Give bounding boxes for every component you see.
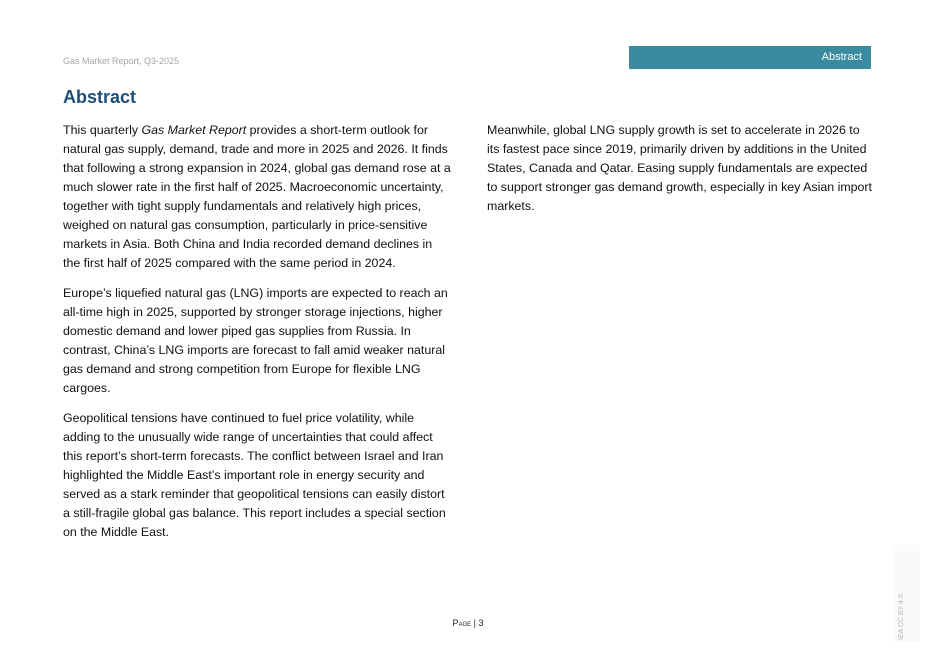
intro-text-start: This quarterly bbox=[63, 123, 142, 137]
section-tab bbox=[629, 46, 871, 69]
page-title: Abstract bbox=[63, 87, 137, 107]
left-column bbox=[63, 121, 451, 553]
page-number: Page | 3 bbox=[452, 618, 484, 628]
paragraph-intro bbox=[63, 121, 451, 273]
paragraph-europe-lng: Europe’s liquefied natural gas (LNG) imports are expected to reach an all-time high in 2025, supported by stronger storage injections, higher domestic demand and lower piped gas supplies from Russia. In contrast, China’s LNG imports are forecast to fall amid weaker natural gas demand and strong competition from Europe for flexible LNG cargoes. bbox=[63, 286, 448, 395]
license-notice: IEA CC BY 4.0. bbox=[898, 592, 905, 640]
paragraph-lng-supply: Meanwhile, global LNG supply growth is set to accelerate in 2026 to its fastest pace since 2019, primarily driven by additions in the United States, Canada and Qatar. Easing supply fundamentals are expected to support stronger gas demand growth, especially in key Asian import markets. bbox=[487, 123, 872, 213]
intro-text-end: provides a short-term outlook for natural gas supply, demand, trade and more in 2025 and 2026. It finds that following a strong expansion in 2024, global gas demand rose at a much slower rate in the first half of 2025. Macroeconomic uncertainty, together with tight supply fundamentals and relatively high prices, weighed on natural gas consumption, particularly in price-sensitive markets in Asia. Both China and India recorded demand declines in the first half of 2025 compared with the same period in 2024. bbox=[63, 123, 451, 270]
section-tab-label: Abstract bbox=[821, 51, 862, 63]
paragraph-geopolitics: Geopolitical tensions have continued to fuel price volatility, while adding to the unusually wide range of uncertainties that could affect this report’s short-term forecasts. The conflict between Israel and Iran highlighted the Middle East’s important role in energy security and served as a stark reminder that geopolitical tensions can easily distort a still-fragile global gas balance. This report includes a special section on the Middle East. bbox=[63, 411, 446, 539]
report-name-emphasis: Gas Market Report bbox=[141, 123, 247, 137]
right-column bbox=[487, 121, 875, 227]
report-title: Gas Market Report, Q3-2025 bbox=[63, 56, 180, 66]
